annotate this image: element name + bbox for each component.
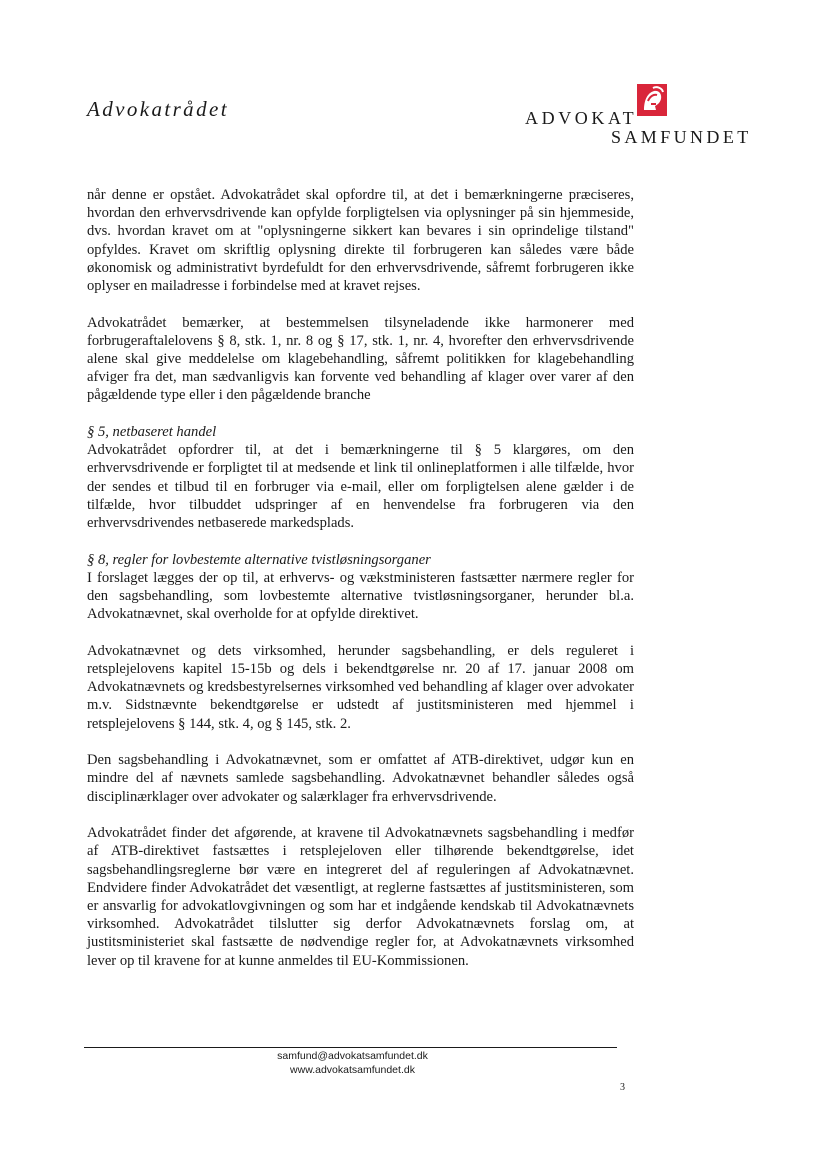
paragraph-klagebehandling: Advokatrådet bemærker, at bestemmelsen tilsyneladende ikke harmonerer med forbrugeraftalelovens § 8, stk. 1, nr. 8 og § 17, stk. 1, nr. 4, hvorefter den erhvervsdrivende alene skal give meddelelse om klagebehandling, såfremt politikken for klagebehandling afviger fra det, man sædvanligvis kan forvente ved behandling af klager over varer af den pågældende type eller i den pågældende branche [87, 314, 634, 404]
page-number: 3 [620, 1082, 625, 1093]
section-heading-netbaseret-handel: § 5, netbaseret handel [87, 424, 217, 441]
letter-body [87, 186, 634, 988]
logo-text-advokat: ADVOKAT [525, 108, 638, 128]
paragraph-advokatraadet-konklusion: Advokatrådet finder det afgørende, at kravene til Advokatnævnets sagsbehandling i medfør af ATB-direktivet fastsættes i retsplejeloven eller tilhørende bekendtgørelse, idet sagsbehandlingsreglerne bør være en integreret del af reguleringen af Advokatnævnet. Endvidere finder Advokatrådet det væsentligt, at reglerne fastsættes af justitsministeren, som er ansvarlig for advokatlovgivningen og som har et indgående kendskab til Advokatnævnets virksomhed. Advokatrådet tilslutter sig derfor Advokatnævnets forslag om, at justitsministeriet skal fastsætte de nødvendige regler for, at Advokatnævnets virksomhed lever op til kravene for at kunne anmeldes til EU-Kommissionen. [87, 825, 634, 969]
footer-divider [84, 1047, 617, 1048]
logo-text-samfundet: SAMFUNDET [611, 127, 752, 147]
header-title: Advokatrådet [87, 97, 229, 121]
paragraph-mailadresse: når denne er opstået. Advokatrådet skal opfordre til, at det i bemærkningerne præciseres, hvordan den erhvervsdrivende kan opfylde forpligtelsen via oplysninger på sin hjemmeside, dvs. hvordan kravet om at "oplysningerne sikkert kan bevares i sin oprindelige tilstand" opfyldes. Kravet om skriftlig oplysning direkte til forbrugeren kan således være både økonomisk og administrativt byrdefuldt for den erhvervsdrivende, såfremt forbrugeren ikke oplyser en mailadresse i forbindelse med at kravet rejses. [87, 187, 634, 295]
paragraph-atb-direktivet: Den sagsbehandling i Advokatnævnet, som er omfattet af ATB-direktivet, udgør kun en mindre del af nævnets samlede sagsbehandling. Advokatnævnet behandler således også disciplinærklager over advokater og salærklager fra erhvervsdrivende. [87, 752, 634, 805]
helmet-head-icon [637, 84, 667, 116]
section-heading-tvistloesningsorganer: § 8, regler for lovbestemte alternative tvistløsningsorganer [87, 551, 431, 568]
advokatsamfundet-logo [525, 84, 785, 148]
footer-website: www.advokatsamfundet.dk [290, 1064, 415, 1076]
footer-email: samfund@advokatsamfundet.dk [277, 1050, 428, 1062]
paragraph-forslaget: I forslaget lægges der op til, at erhvervs- og vækstministeren fastsætter nærmere regler for den sagsbehandling, som lovbestemte alternative tvistløsningsorganer, herunder bl.a. Advokatnævnet, skal overholde for at opfylde direktivet. [87, 569, 634, 623]
paragraph-advokatnaevnet-regulering: Advokatnævnet og dets virksomhed, herunder sagsbehandling, er dels reguleret i retsplejelovens kapitel 15-15b og dels i bekendtgørelse nr. 20 af 17. januar 2008 om Advokatnævnets og kredsbestyrelsernes virksomhed ved behandling af klager over advokater m.v. Sidstnævnte bekendtgørelse er udstedt af justitsministeren med hjemmel i retsplejelovens § 144, stk. 4, og § 145, stk. 2. [87, 642, 634, 732]
paragraph-onlineplatform: Advokatrådet opfordrer til, at det i bemærkningerne til § 5 klargøres, om den erhvervsdrivende er forpligtet til at medsende et link til onlineplatformen i alle tilfælde, hvor der sendes et tilbud til en forbruger via e-mail, eller om forpligtelsen alene gælder i de tilfælde, hvor tilbuddet udspringer af en henvendelse fra forbrugeren via den erhvervsdrivendes netbaserede markedsplads. [87, 442, 634, 532]
